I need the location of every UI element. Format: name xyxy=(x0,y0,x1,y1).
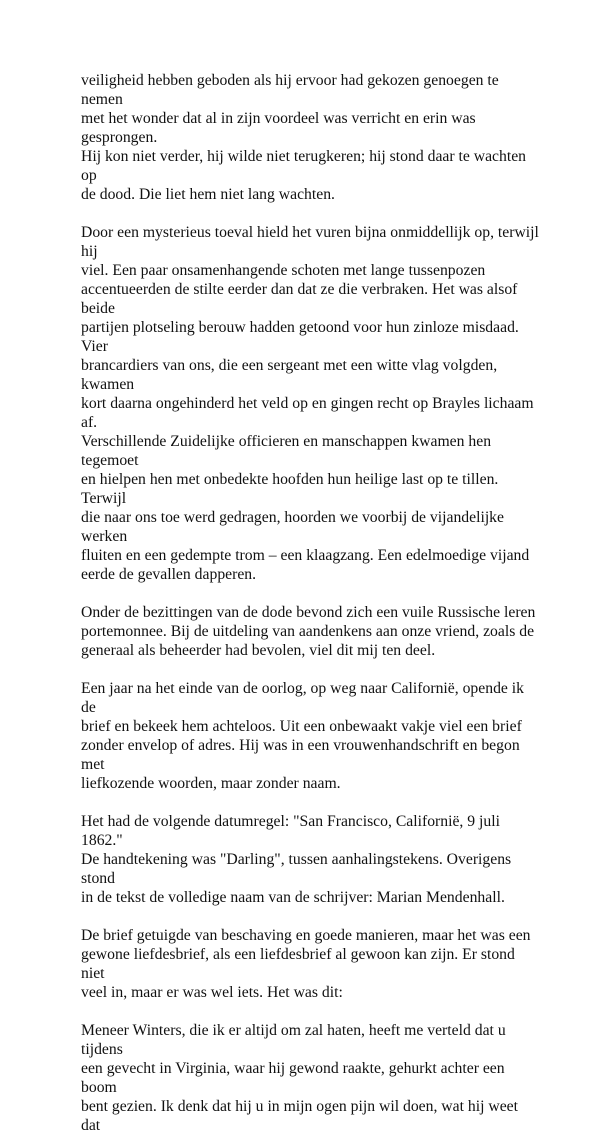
paragraph-4: Een jaar na het einde van de oorlog, op weg naar Californië, opende ik de brief en bekeek hem achteloos. Uit een onbewaakt vakje viel een brief zonder envelop of adres. Hij was in een vrouwenhandschrift en begon met liefkozende woorden, maar zonder naam. xyxy=(81,680,525,792)
paragraph-6: De brief getuigde van beschaving en goede manieren, maar het was een gewone liefdesbrief, als een liefdesbrief al gewoon kan zijn. Er stond niet veel in, maar er was wel iets. Het was dit: xyxy=(81,927,531,1001)
paragraph-1: veiligheid hebben geboden als hij ervoor had gekozen genoegen te nemen met het wonder dat al in zijn voordeel was verricht en erin was gesprongen. Hij kon niet verder, hij wilde niet terugkeren; hij stond daar te wachten op de dood. Die liet hem niet lang wachten. xyxy=(81,72,527,203)
paragraph-2: Door een mysterieus toeval hield het vuren bijna onmiddellijk op, terwijl hij viel. Een paar onsamenhangende schoten met lange tussenpozen accentueerden de stilte eerder dan dat ze die verbraken. Het was alsof beide partijen plotseling berouw hadden getoond voor hun zinloze misdaad. Vier brancardiers van ons, die een sergeant met een witte vlag volgden, kwamen kort daarna ongehinderd het veld op en gingen recht op Brayles lichaam af. Verschillende Zuidelijke officieren en manschappen kwamen hen tegemoet en hielpen hen met onbedekte hoofden hun heilige last op te tillen. Terwijl die naar ons toe werd gedragen, hoorden we voorbij de vijandelijke werken fluiten en een gedempte trom – een klaagzang. Een edelmoedige vijand eerde de gevallen dapperen. xyxy=(81,224,539,583)
paragraph-5: Het had de volgende datumregel: "San Francisco, Californië, 9 juli 1862." De handtekening was "Darling", tussen aanhalingstekens. Overigens stond in de tekst de volledige naam van de schrijver: Marian Mendenhall. xyxy=(81,813,512,906)
paragraph-3: Onder de bezittingen van de dode bevond zich een vuile Russische leren portemonnee. Bij de uitdeling van aandenkens aan onze vriend, zoals de generaal als beheerder had bevolen, viel dit mij ten deel. xyxy=(81,604,536,659)
paragraph-7: Meneer Winters, die ik er altijd om zal haten, heeft me verteld dat u tijdens een gevecht in Virginia, waar hij gewond raakte, gehurkt achter een boom bent gezien. Ik denk dat hij u in mijn ogen pijn wil doen, wat hij weet dat xyxy=(81,1022,518,1134)
